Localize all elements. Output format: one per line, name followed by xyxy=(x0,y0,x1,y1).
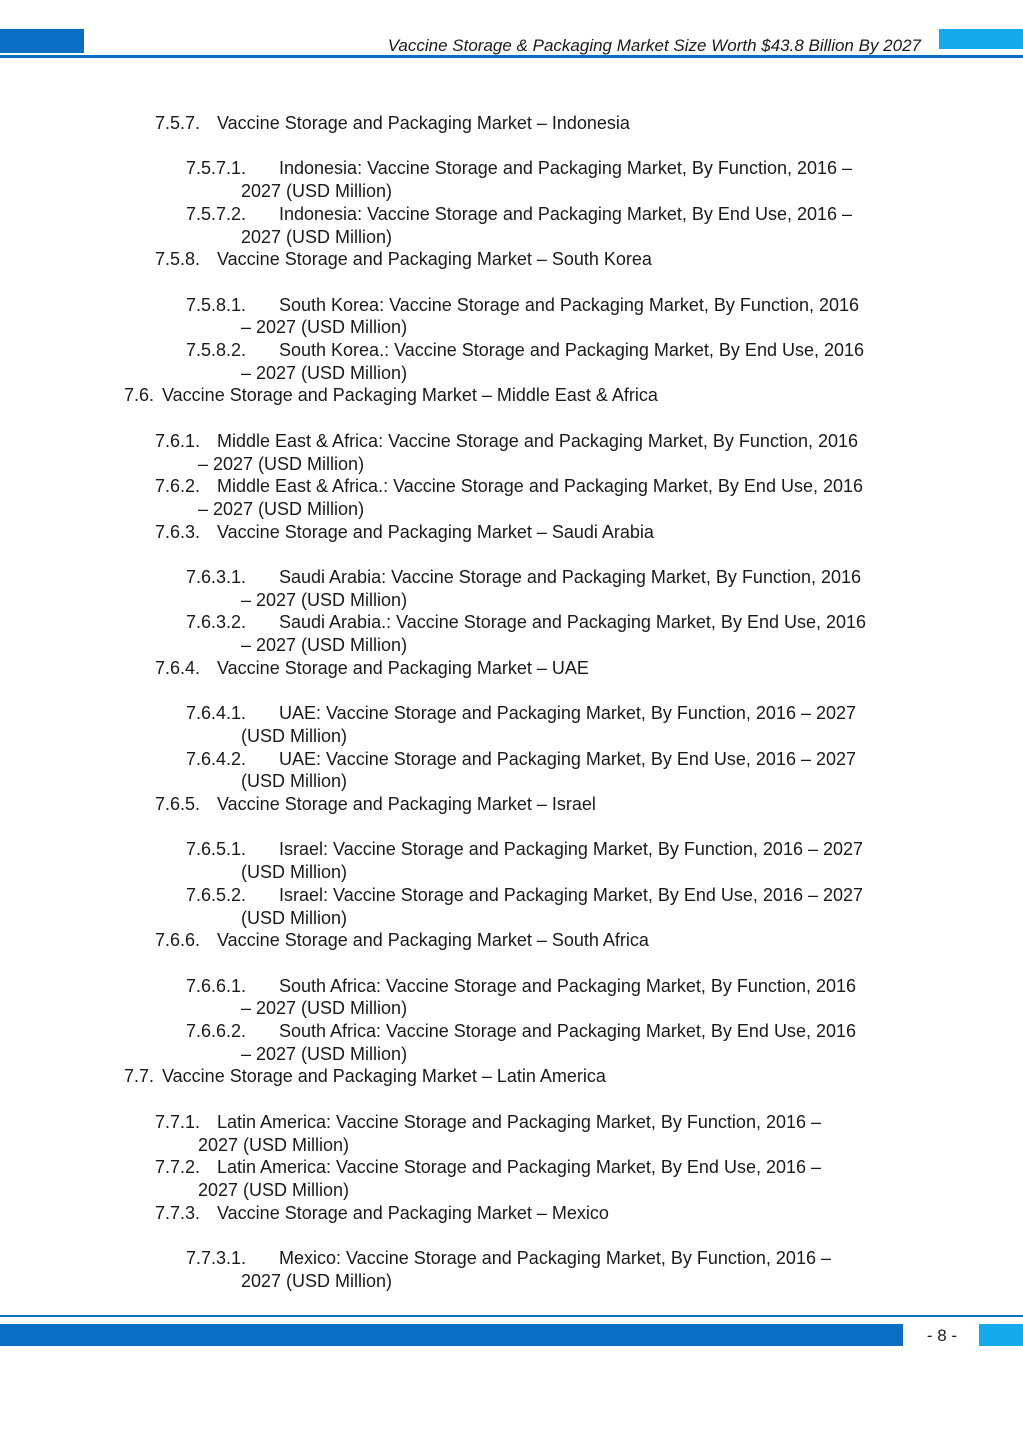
toc-entry-title: Latin America: Vaccine Storage and Packaging Market, By End Use, 2016 – xyxy=(217,1157,822,1178)
toc-entry-number: 7.7.1. xyxy=(155,1111,201,1132)
toc-entry-number: 7.5.8. xyxy=(155,249,201,270)
toc-entry-number: 7.5.8.2. xyxy=(186,340,247,360)
toc-entry xyxy=(0,657,1023,680)
toc-entry xyxy=(0,248,1023,271)
toc-entry-title: South Africa: Vaccine Storage and Packaging Market, By Function, 2016 xyxy=(279,975,857,996)
toc-entry-title: Middle East & Africa: Vaccine Storage and Packaging Market, By Function, 2016 xyxy=(217,430,859,451)
toc-entry-number: 7.6.4. xyxy=(155,657,201,678)
toc-entry-title: Mexico: Vaccine Storage and Packaging Market, By Function, 2016 – xyxy=(279,1248,831,1269)
toc-entry xyxy=(0,1247,1023,1292)
toc-entry-number: 7.6.5.1. xyxy=(186,839,247,860)
toc-spacer xyxy=(0,816,1023,839)
toc-entry-title: South Africa: Vaccine Storage and Packaging Market, By End Use, 2016 xyxy=(279,1021,857,1042)
header-accent-block-right xyxy=(939,29,1023,49)
toc-entry-title: Israel: Vaccine Storage and Packaging Market, By Function, 2016 – 2027 xyxy=(279,839,864,860)
toc-entry-title-continuation: 2027 (USD Million) xyxy=(198,1134,350,1155)
toc-entry-title-continuation: – 2027 (USD Million) xyxy=(241,362,408,383)
toc-entry-title: Latin America: Vaccine Storage and Packaging Market, By Function, 2016 – xyxy=(217,1111,822,1132)
toc-entry-number: 7.6.4.2. xyxy=(186,748,247,769)
toc-entry xyxy=(0,1202,1023,1225)
toc-entry xyxy=(0,339,1023,384)
toc-spacer xyxy=(0,1224,1023,1247)
toc-entry-number: 7.6.4.1. xyxy=(186,703,247,724)
toc-entry-title-continuation: – 2027 (USD Million) xyxy=(241,589,408,610)
toc-entry-number: 7.7. xyxy=(124,1066,155,1087)
toc-entry-number: 7.6.3. xyxy=(155,521,201,542)
toc-entry xyxy=(0,748,1023,793)
toc-entry-number: 7.6.3.2. xyxy=(186,612,247,633)
footer-band xyxy=(0,1324,903,1346)
toc-entry xyxy=(0,294,1023,339)
toc-entry-title: Vaccine Storage and Packaging Market – Indonesia xyxy=(217,113,630,133)
toc-entry-number: 7.6.3.1. xyxy=(186,567,247,587)
toc-spacer xyxy=(0,680,1023,703)
toc-entry-title: Vaccine Storage and Packaging Market – Mexico xyxy=(217,1202,609,1223)
toc-entry-number: 7.6.2. xyxy=(155,476,201,497)
toc-entry-title: South Korea.: Vaccine Storage and Packaging Market, By End Use, 2016 xyxy=(279,340,865,360)
toc-entry xyxy=(0,1065,1023,1088)
toc-entry-title: Vaccine Storage and Packaging Market – Saudi Arabia xyxy=(217,521,654,542)
toc-spacer xyxy=(0,271,1023,294)
toc-entry-title-continuation: 2027 (USD Million) xyxy=(241,226,393,247)
toc-entry-title: Middle East & Africa.: Vaccine Storage and Packaging Market, By End Use, 2016 xyxy=(217,476,864,497)
toc-entry-number: 7.6.5. xyxy=(155,794,201,815)
table-of-contents xyxy=(0,112,1023,1292)
toc-entry xyxy=(0,838,1023,883)
toc-entry-title-continuation: (USD Million) xyxy=(241,771,348,792)
toc-entry xyxy=(0,566,1023,611)
toc-entry-title-continuation: (USD Million) xyxy=(241,862,348,883)
toc-spacer xyxy=(0,135,1023,158)
header-accent-block-left xyxy=(0,29,84,53)
toc-entry xyxy=(0,475,1023,520)
toc-entry-title: Vaccine Storage and Packaging Market – Israel xyxy=(217,794,596,815)
toc-entry xyxy=(0,384,1023,407)
toc-entry-title: UAE: Vaccine Storage and Packaging Market, By End Use, 2016 – 2027 xyxy=(279,748,857,769)
page-number: - 8 - xyxy=(926,1326,958,1345)
toc-entry-number: 7.5.7.2. xyxy=(186,203,247,224)
toc-entry xyxy=(0,112,1023,135)
toc-entry-title-continuation: – 2027 (USD Million) xyxy=(241,998,408,1019)
toc-spacer xyxy=(0,1088,1023,1111)
toc-entry-title: Vaccine Storage and Packaging Market – Middle East & Africa xyxy=(162,385,658,406)
toc-entry-title-continuation: 2027 (USD Million) xyxy=(198,1179,350,1200)
toc-entry-number: 7.6.1. xyxy=(155,430,201,451)
toc-entry-number: 7.7.2. xyxy=(155,1157,201,1178)
toc-entry xyxy=(0,157,1023,202)
toc-entry-title-continuation: 2027 (USD Million) xyxy=(241,1270,393,1291)
toc-entry xyxy=(0,884,1023,929)
header-title: Vaccine Storage & Packaging Market Size Worth $43.8 Billion By 2027 xyxy=(387,36,921,55)
toc-spacer xyxy=(0,952,1023,975)
toc-entry-title-continuation: – 2027 (USD Million) xyxy=(241,635,408,656)
toc-entry-number: 7.5.7. xyxy=(155,113,201,133)
toc-entry-title: Vaccine Storage and Packaging Market – UAE xyxy=(217,657,589,678)
toc-entry-title-continuation: – 2027 (USD Million) xyxy=(241,317,408,338)
toc-entry xyxy=(0,793,1023,816)
toc-entry xyxy=(0,430,1023,475)
toc-entry xyxy=(0,702,1023,747)
toc-entry xyxy=(0,521,1023,544)
toc-entry-title: UAE: Vaccine Storage and Packaging Market, By Function, 2016 – 2027 xyxy=(279,703,857,724)
toc-entry-number: 7.7.3.1. xyxy=(186,1248,247,1269)
toc-entry-title-continuation: – 2027 (USD Million) xyxy=(241,1043,408,1064)
toc-entry-title-continuation: (USD Million) xyxy=(241,725,348,746)
toc-entry-number: 7.5.7.1. xyxy=(186,158,247,179)
toc-entry-title: Indonesia: Vaccine Storage and Packaging Market, By End Use, 2016 – xyxy=(279,203,853,224)
toc-entry-number: 7.5.8.1. xyxy=(186,294,247,315)
toc-entry-title: Indonesia: Vaccine Storage and Packaging Market, By Function, 2016 – xyxy=(279,158,853,179)
toc-entry xyxy=(0,1156,1023,1201)
toc-entry-number: 7.6.6.2. xyxy=(186,1021,247,1042)
toc-entry-number: 7.6.6.1. xyxy=(186,975,247,996)
toc-entry-title: South Korea: Vaccine Storage and Packaging Market, By Function, 2016 xyxy=(279,294,860,315)
toc-entry xyxy=(0,203,1023,248)
toc-entry-title: Vaccine Storage and Packaging Market – South Korea xyxy=(217,249,652,270)
toc-spacer xyxy=(0,407,1023,430)
footer-accent-block xyxy=(979,1324,1023,1346)
toc-entry-number: 7.6. xyxy=(124,385,155,406)
toc-entry-number: 7.7.3. xyxy=(155,1202,201,1223)
header-rule xyxy=(0,55,1023,58)
toc-entry xyxy=(0,611,1023,656)
toc-entry-title: Vaccine Storage and Packaging Market – Latin America xyxy=(162,1066,606,1087)
toc-entry-title-continuation: (USD Million) xyxy=(241,907,348,928)
toc-entry-number: 7.6.6. xyxy=(155,930,201,951)
toc-entry xyxy=(0,929,1023,952)
toc-entry-title-continuation: 2027 (USD Million) xyxy=(241,181,393,202)
toc-entry-title: Saudi Arabia: Vaccine Storage and Packaging Market, By Function, 2016 xyxy=(279,567,862,587)
toc-entry xyxy=(0,1111,1023,1156)
toc-entry-title: Saudi Arabia.: Vaccine Storage and Packaging Market, By End Use, 2016 xyxy=(279,612,867,633)
toc-entry-title: Vaccine Storage and Packaging Market – South Africa xyxy=(217,930,649,951)
toc-entry-title-continuation: – 2027 (USD Million) xyxy=(198,453,365,474)
toc-entry-title-continuation: – 2027 (USD Million) xyxy=(198,498,365,519)
toc-spacer xyxy=(0,543,1023,566)
toc-entry xyxy=(0,975,1023,1020)
footer-rule xyxy=(0,1315,1023,1317)
toc-entry xyxy=(0,1020,1023,1065)
toc-entry-number: 7.6.5.2. xyxy=(186,884,247,905)
toc-entry-title: Israel: Vaccine Storage and Packaging Market, By End Use, 2016 – 2027 xyxy=(279,884,864,905)
